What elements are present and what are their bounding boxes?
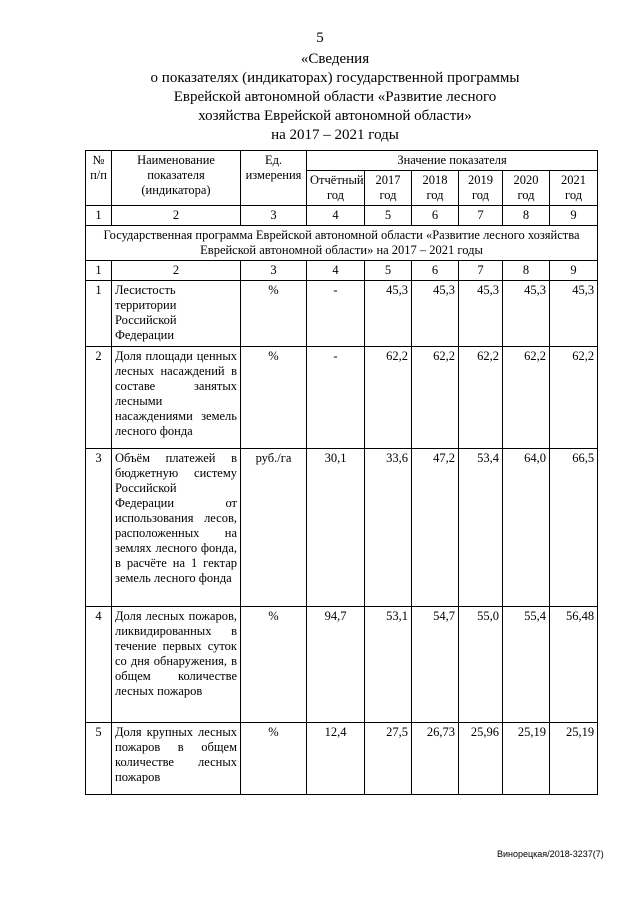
row-num: 3 bbox=[86, 449, 112, 607]
col-number: 1 bbox=[86, 261, 112, 281]
value-2021: 62,2 bbox=[550, 347, 598, 449]
section-title: Государственная программа Еврейской автономной области «Развитие лесного хозяйства Еврейской автономной области» на 2017 – 2021 годы bbox=[86, 226, 598, 261]
table-row bbox=[86, 281, 598, 347]
document-title bbox=[100, 50, 570, 145]
row-num: 2 bbox=[86, 347, 112, 449]
header-values-group: Значение показателя bbox=[307, 151, 598, 171]
value-2020: 55,4 bbox=[503, 607, 550, 723]
value-report: - bbox=[307, 347, 365, 449]
col-number: 7 bbox=[459, 206, 503, 226]
table-row bbox=[86, 347, 598, 449]
indicator-unit: руб./га bbox=[241, 449, 307, 607]
row-num: 1 bbox=[86, 281, 112, 347]
row-num: 5 bbox=[86, 723, 112, 795]
value-2019: 53,4 bbox=[459, 449, 503, 607]
indicator-name: Доля крупных лесных пожаров в общем количестве лесных пожаров bbox=[112, 723, 241, 795]
col-number: 4 bbox=[307, 261, 365, 281]
title-line-4: хозяйства Еврейской автономной области» bbox=[198, 108, 472, 124]
table-row bbox=[86, 449, 598, 607]
col-number: 3 bbox=[241, 261, 307, 281]
header-2021: 2021 год bbox=[550, 171, 598, 206]
table-row bbox=[86, 607, 598, 723]
header-unit: Ед. измерения bbox=[241, 151, 307, 206]
indicators-table bbox=[85, 150, 598, 795]
row-num: 4 bbox=[86, 607, 112, 723]
title-line-3: Еврейской автономной области «Развитие лесного bbox=[173, 89, 497, 105]
value-2018: 54,7 bbox=[412, 607, 459, 723]
col-number: 3 bbox=[241, 206, 307, 226]
value-2021: 45,3 bbox=[550, 281, 598, 347]
value-2020: 45,3 bbox=[503, 281, 550, 347]
col-number: 9 bbox=[550, 261, 598, 281]
title-line-1: «Сведения bbox=[300, 51, 370, 67]
indicator-name: Доля площади ценных лесных насаждений в составе занятых лесными насаждениями земель лесного фонда bbox=[112, 347, 241, 449]
indicator-name: Доля лесных пожаров, ликвидированных в течение первых суток со дня обнаружения, в общем количестве лесных пожаров bbox=[112, 607, 241, 723]
value-2019: 62,2 bbox=[459, 347, 503, 449]
column-number-row bbox=[86, 206, 598, 226]
col-number: 5 bbox=[365, 261, 412, 281]
value-2021: 25,19 bbox=[550, 723, 598, 795]
col-number: 5 bbox=[365, 206, 412, 226]
col-number: 8 bbox=[503, 206, 550, 226]
col-number: 6 bbox=[412, 261, 459, 281]
table-row bbox=[86, 723, 598, 795]
col-number: 2 bbox=[112, 261, 241, 281]
value-report: 30,1 bbox=[307, 449, 365, 607]
col-number: 8 bbox=[503, 261, 550, 281]
header-report-year: Отчётный год bbox=[307, 171, 365, 206]
value-2017: 53,1 bbox=[365, 607, 412, 723]
value-2018: 47,2 bbox=[412, 449, 459, 607]
col-number: 4 bbox=[307, 206, 365, 226]
header-num: № п/п bbox=[86, 151, 112, 206]
document-footer: Винорецкая/2018-3237(7) bbox=[497, 849, 604, 859]
indicator-unit: % bbox=[241, 607, 307, 723]
value-2020: 25,19 bbox=[503, 723, 550, 795]
value-report: 94,7 bbox=[307, 607, 365, 723]
value-2017: 33,6 bbox=[365, 449, 412, 607]
value-2020: 64,0 bbox=[503, 449, 550, 607]
header-2020: 2020 год bbox=[503, 171, 550, 206]
indicator-unit: % bbox=[241, 347, 307, 449]
indicator-name: Объём платежей в бюджетную систему Российской Федерации от использования лесов, расположенных на землях лесного фонда, в расчёте на 1 гектар земель лесного фонда bbox=[112, 449, 241, 607]
col-number: 6 bbox=[412, 206, 459, 226]
page-number: 5 bbox=[316, 30, 324, 46]
col-number: 2 bbox=[112, 206, 241, 226]
value-2019: 55,0 bbox=[459, 607, 503, 723]
indicator-unit: % bbox=[241, 281, 307, 347]
indicator-unit: % bbox=[241, 723, 307, 795]
value-2021: 56,48 bbox=[550, 607, 598, 723]
value-2020: 62,2 bbox=[503, 347, 550, 449]
value-2019: 25,96 bbox=[459, 723, 503, 795]
section-row bbox=[86, 226, 598, 261]
value-2021: 66,5 bbox=[550, 449, 598, 607]
header-2018: 2018 год bbox=[412, 171, 459, 206]
header-2017: 2017 год bbox=[365, 171, 412, 206]
value-report: 12,4 bbox=[307, 723, 365, 795]
title-line-5: на 2017 – 2021 годы bbox=[271, 127, 399, 143]
value-2018: 62,2 bbox=[412, 347, 459, 449]
value-2018: 26,73 bbox=[412, 723, 459, 795]
col-number: 7 bbox=[459, 261, 503, 281]
value-report: - bbox=[307, 281, 365, 347]
value-2018: 45,3 bbox=[412, 281, 459, 347]
header-2019: 2019 год bbox=[459, 171, 503, 206]
value-2019: 45,3 bbox=[459, 281, 503, 347]
value-2017: 62,2 bbox=[365, 347, 412, 449]
title-line-2: о показателях (индикаторах) государственной программы bbox=[150, 70, 520, 86]
value-2017: 45,3 bbox=[365, 281, 412, 347]
column-number-row bbox=[86, 261, 598, 281]
indicator-name: Лесистость территории Российской Федерации bbox=[112, 281, 241, 347]
header-name: Наименование показателя (индикатора) bbox=[112, 151, 241, 206]
col-number: 9 bbox=[550, 206, 598, 226]
value-2017: 27,5 bbox=[365, 723, 412, 795]
col-number: 1 bbox=[86, 206, 112, 226]
